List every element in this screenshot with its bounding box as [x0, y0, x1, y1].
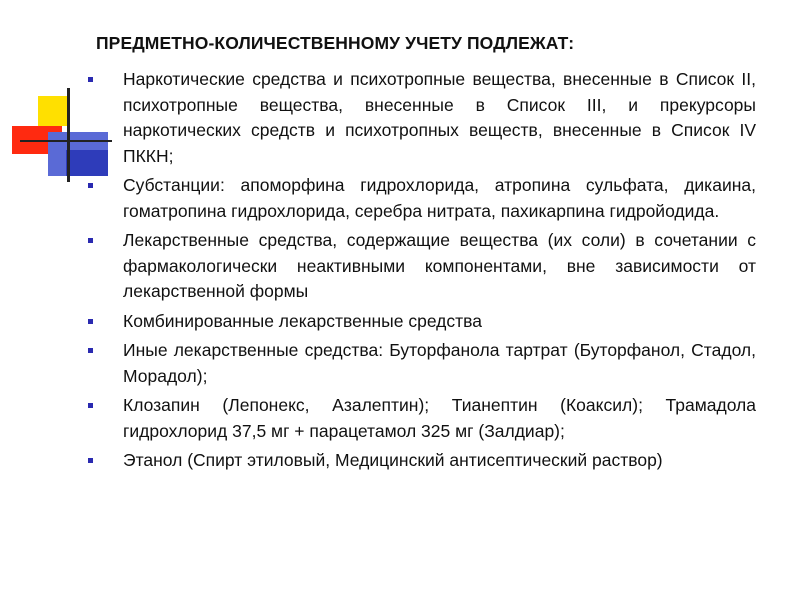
list-item: [0, 309, 756, 335]
list-item: [0, 67, 756, 169]
square-bullet-icon: [88, 238, 93, 243]
list-item-text: Иные лекарственные средства: Буторфанола тартрат (Буторфанол, Стадол, Морадол);: [123, 340, 756, 386]
list-item-text: Наркотические средства и психотропные вещества, внесенные в Список II, психотропные вещества, внесенные в Список III, и прекурсоры наркотических средств и психотропных веществ, внесенные в Список IV ПККН;: [123, 69, 756, 166]
list-item-text: Клозапин (Лепонекс, Азалептин); Тианептин (Коаксил); Трамадола гидрохлорид 37,5 мг + парацетамол 325 мг (Залдиар);: [123, 395, 756, 441]
square-bullet-icon: [88, 183, 93, 188]
square-bullet-icon: [88, 403, 93, 408]
list-item: [0, 228, 756, 305]
square-bullet-icon: [88, 348, 93, 353]
list-item: [0, 173, 756, 224]
list-item-text: Этанол (Спирт этиловый, Медицинский антисептический раствор): [123, 450, 663, 470]
list-item: [0, 448, 756, 474]
list-item-text: Лекарственные средства, содержащие вещества (их соли) в сочетании с фармакологически неактивными компонентами, вне зависимости от лекарственной формы: [123, 230, 756, 301]
slide-title: ПРЕДМЕТНО-КОЛИЧЕСТВЕННОМУ УЧЕТУ ПОДЛЕЖАТ:: [96, 33, 575, 53]
square-bullet-icon: [88, 458, 93, 463]
list-item: [0, 338, 756, 389]
list-item-text: Субстанции: апоморфина гидрохлорида, атропина сульфата, дикаина, гоматропина гидрохлорида, серебра нитрата, пахикарпина гидройодида.: [123, 175, 756, 221]
square-bullet-icon: [88, 319, 93, 324]
list-item-text: Комбинированные лекарственные средства: [123, 310, 482, 331]
square-bullet-icon: [88, 77, 93, 82]
list-item: [0, 393, 756, 444]
bullet-list: [0, 67, 800, 478]
